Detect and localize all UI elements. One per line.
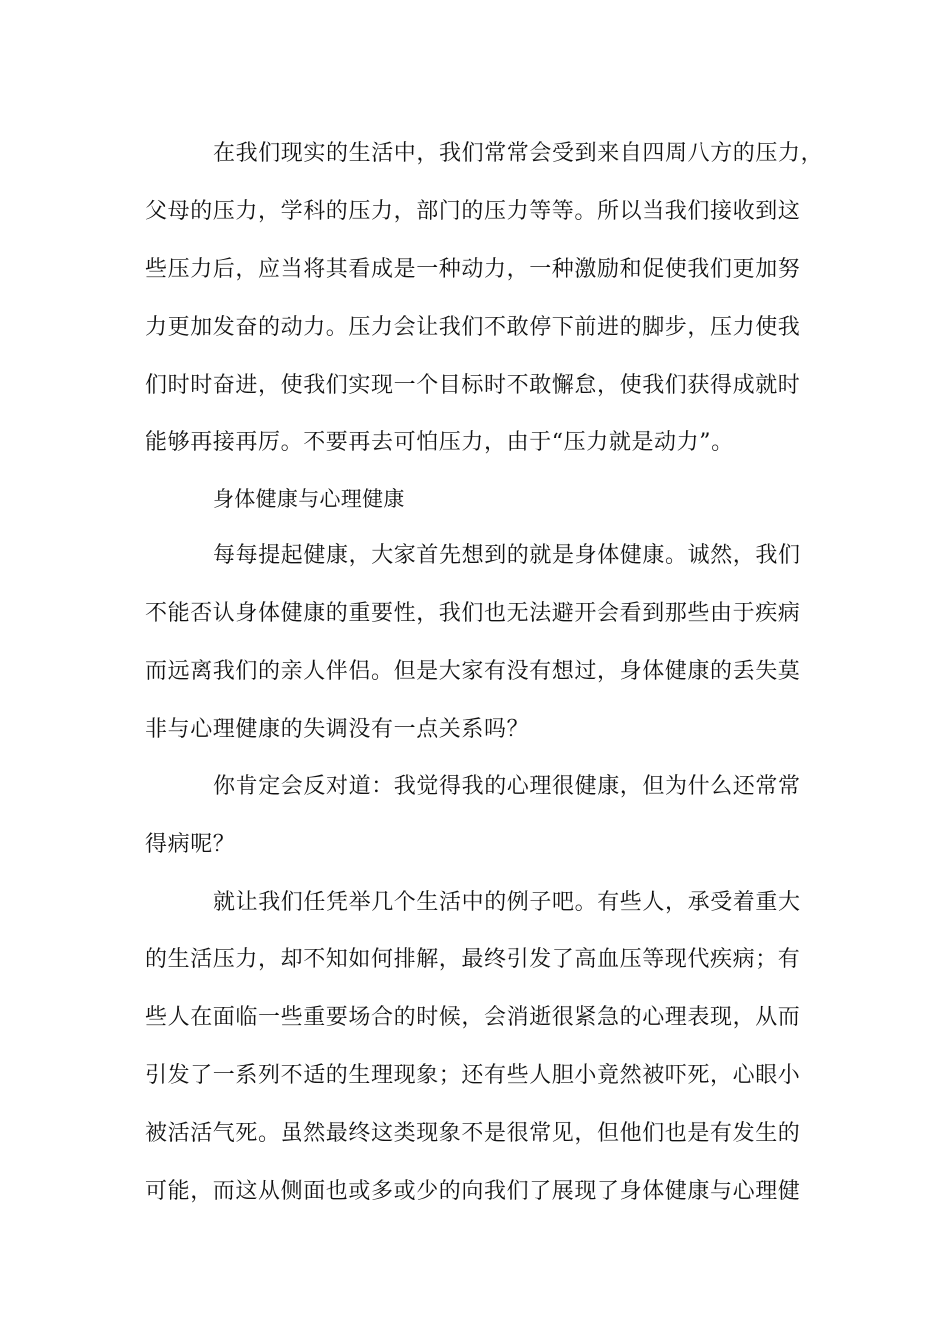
paragraph-4-line-3: 些人在面临一些重要场合的时候，会消逝很紧急的心理表现，从而 bbox=[145, 1005, 801, 1030]
paragraph-2-line-3: 而远离我们的亲人伴侣。但是大家有没有想过，身体健康的丢失莫 bbox=[145, 659, 801, 684]
paragraph-4-line-6: 可能，而这从侧面也或多或少的向我们了展现了身体健康与心理健 bbox=[145, 1179, 801, 1204]
paragraph-2-line-4: 非与心理健康的失调没有一点关系吗？ bbox=[145, 717, 530, 742]
paragraph-4-line-1: 就让我们任凭举几个生活中的例子吧。有些人，承受着重大 bbox=[213, 890, 801, 915]
paragraph-3-line-2: 得病呢？ bbox=[145, 832, 236, 857]
paragraph-4-line-2: 的生活压力，却不知如何排解，最终引发了高血压等现代疾病；有 bbox=[145, 947, 801, 972]
paragraph-1-line-6: 能够再接再厉。不要再去可怕压力，由于“压力就是动力”。 bbox=[145, 430, 734, 455]
paragraph-1-line-5: 们时时奋进，使我们实现一个目标时不敢懈怠，使我们获得成就时 bbox=[145, 373, 801, 398]
paragraph-4-line-5: 被活活气死。虽然最终这类现象不是很常见，但他们也是有发生的 bbox=[145, 1121, 801, 1146]
paragraph-4-line-4: 引发了一系列不适的生理现象；还有些人胆小竟然被吓死，心眼小 bbox=[145, 1063, 801, 1088]
paragraph-2-line-1: 每每提起健康，大家首先想到的就是身体健康。诚然，我们 bbox=[213, 543, 801, 568]
paragraph-3-line-1: 你肯定会反对道：我觉得我的心理很健康，但为什么还常常 bbox=[213, 774, 801, 799]
paragraph-1-line-1: 在我们现实的生活中，我们常常会受到来自四周八方的压力， bbox=[213, 141, 824, 166]
paragraph-1-line-2: 父母的压力，学科的压力，部门的压力等等。所以当我们接收到这 bbox=[145, 199, 801, 224]
section-heading: 身体健康与心理健康 bbox=[213, 487, 405, 511]
paragraph-1-line-3: 些压力后，应当将其看成是一种动力，一种激励和促使我们更加努 bbox=[145, 257, 801, 282]
paragraph-2-line-2: 不能否认身体健康的重要性，我们也无法避开会看到那些由于疾病 bbox=[145, 601, 801, 626]
paragraph-1-line-4: 力更加发奋的动力。压力会让我们不敢停下前进的脚步，压力使我 bbox=[145, 315, 801, 340]
